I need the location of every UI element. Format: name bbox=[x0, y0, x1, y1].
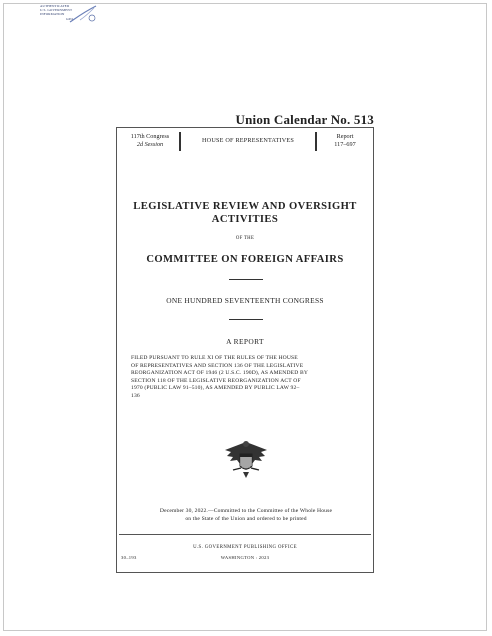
logo-line: AUTHENTICATED bbox=[40, 4, 70, 8]
filing-line: 136 bbox=[131, 392, 140, 399]
committed-line: December 30, 2022.—Committed to the Committee of the Whole House bbox=[159, 508, 333, 514]
publisher-name: U.S. GOVERNMENT PUBLISHING OFFICE bbox=[193, 545, 297, 550]
session-label: 2d Session bbox=[136, 140, 164, 148]
filing-statement bbox=[131, 355, 361, 401]
logo-line: INFORMATION bbox=[40, 12, 65, 16]
eagle-seal-icon bbox=[223, 436, 269, 480]
divider-rule bbox=[229, 279, 263, 280]
report-cover-frame bbox=[116, 127, 374, 573]
report-title-line: LEGISLATIVE REVIEW AND OVERSIGHT bbox=[133, 201, 357, 212]
filing-line: SECTION 118 OF THE LEGISLATIVE REORGANIZATION ACT OF bbox=[131, 377, 301, 384]
committed-statement bbox=[131, 508, 361, 523]
logo-line: U.S. GOVERNMENT bbox=[40, 8, 73, 12]
congress-session bbox=[121, 133, 179, 148]
report-number-block bbox=[319, 133, 371, 148]
of-the-label: OF THE bbox=[235, 236, 255, 241]
report-number: 117–697 bbox=[334, 140, 356, 148]
filing-line: 1970 (PUBLIC LAW 91–510), AS AMENDED BY PUBLIC LAW 92– bbox=[131, 385, 300, 392]
document-code: 30–193 bbox=[121, 555, 137, 560]
union-calendar-number: Union Calendar No. 513 bbox=[235, 112, 374, 127]
footer-rule bbox=[119, 534, 371, 535]
report-title-line: ACTIVITIES bbox=[211, 214, 279, 225]
congress-name: ONE HUNDRED SEVENTEENTH CONGRESS bbox=[166, 296, 324, 305]
logo-line: GPO bbox=[66, 17, 74, 21]
chamber-label: HOUSE OF REPRESENTATIVES bbox=[202, 137, 294, 144]
filing-line: REORGANIZATION ACT OF 1946 (2 U.S.C. 190D), AS AMENDED BY bbox=[131, 370, 309, 377]
report-title bbox=[117, 200, 373, 226]
committed-line: on the State of the Union and ordered to be printed bbox=[185, 515, 307, 522]
filing-line: OF REPRESENTATIVES AND SECTION 136 OF THE LEGISLATIVE bbox=[131, 362, 304, 369]
header-bracket-right bbox=[315, 132, 317, 151]
congress-number: 117th Congress bbox=[130, 133, 170, 140]
committee-name: COMMITTEE ON FOREIGN AFFAIRS bbox=[146, 254, 344, 265]
divider-rule bbox=[229, 319, 263, 320]
report-label-heading: A REPORT bbox=[226, 337, 264, 346]
report-label: Report bbox=[336, 133, 354, 140]
filing-line: FILED PURSUANT TO RULE XI OF THE RULES OF THE HOUSE bbox=[131, 355, 298, 361]
publication-place-year: WASHINGTON : 2023 bbox=[220, 555, 270, 560]
